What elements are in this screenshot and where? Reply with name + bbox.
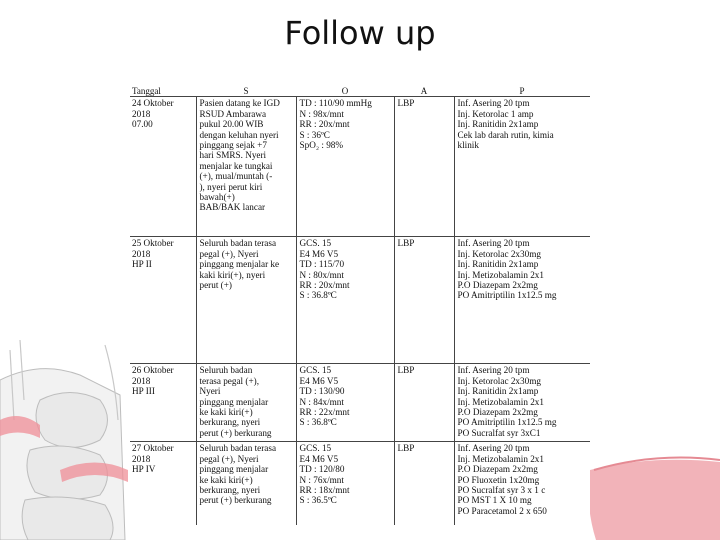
plan-line: Inf. Asering 20 tpm [457, 98, 530, 109]
subjective-line: menjalar ke tungkai [199, 160, 273, 171]
subjective-line: pukul 20.00 WIB [199, 119, 264, 130]
cell-assessment [394, 237, 454, 364]
objective-line: TD : 130/90 [299, 386, 345, 397]
table-row [130, 364, 590, 442]
plan-line: PO Amitriptilin 1x12.5 mg [457, 290, 557, 301]
cell-date [130, 237, 196, 364]
subjective-line: pinggang sejak +7 [199, 140, 267, 151]
subjective-line: Pasien datang ke IGD [199, 98, 280, 109]
date-text: HP II [132, 259, 152, 270]
table-header-row [130, 86, 590, 97]
subjective-line: pegal (+), Nyeri [199, 453, 259, 464]
table-row [130, 442, 590, 526]
cell-subjective [196, 97, 296, 237]
objective-line: GCS. 15 [299, 443, 332, 454]
cell-plan [454, 97, 590, 237]
subjective-line: ke kaki kiri(+) [199, 474, 253, 485]
date-text: 07.00 [132, 119, 153, 130]
cell-objective [296, 237, 394, 364]
assessment-text: LBP [397, 238, 415, 249]
cell-subjective [196, 364, 296, 442]
subjective-line: Nyeri [199, 386, 221, 397]
plan-line: Inf. Asering 20 tpm [457, 443, 530, 454]
plan-line: PO Sucralfat syr 3 x 1 c [457, 485, 546, 496]
assessment-text: LBP [397, 443, 415, 454]
subjective-line: hari SMRS. Nyeri [199, 150, 267, 161]
subjective-line: pinggang menjalar [199, 396, 269, 407]
subjective-line: Seluruh badan terasa [199, 238, 277, 249]
plan-line: klinik [457, 140, 479, 151]
plan-line: Inj. Metizobalamin 2x1 [457, 453, 544, 464]
plan-line: PO Amitriptilin 1x12.5 mg [457, 417, 557, 428]
objective-line: RR : 22x/mnt [299, 407, 350, 418]
date-text: 24 Oktober [132, 98, 174, 109]
subjective-line: pinggang menjalar [199, 464, 269, 475]
objective-line: S : 36.8ºC [299, 290, 337, 301]
objective-line: N : 84x/mnt [299, 396, 344, 407]
header-o: O [296, 86, 394, 97]
slide-title: Follow up [284, 14, 436, 52]
plan-line: Inj. Ranitidin 2x1amp [457, 386, 539, 397]
cell-assessment [394, 364, 454, 442]
objective-line: S : 36ºC [299, 129, 330, 140]
objective-line: E4 M6 V5 [299, 375, 339, 386]
cell-subjective [196, 237, 296, 364]
objective-line: GCS. 15 [299, 365, 332, 376]
objective-line: S : 36.5ºC [299, 495, 337, 506]
objective-line: N : 76x/mnt [299, 474, 344, 485]
objective-line: N : 80x/mnt [299, 269, 344, 280]
cell-subjective [196, 442, 296, 526]
objective-line: TD : 115/70 [299, 259, 345, 270]
subjective-line: pegal (+), Nyeri [199, 248, 259, 259]
date-text: HP III [132, 386, 155, 397]
cell-plan [454, 364, 590, 442]
objective-line: S : 36.8ºC [299, 417, 337, 428]
subjective-line: berkurang, nyeri [199, 417, 261, 428]
cell-objective [296, 364, 394, 442]
objective-line: RR : 20x/mnt [299, 280, 350, 291]
subjective-line: pinggang menjalar ke [199, 259, 280, 270]
table-row [130, 237, 590, 364]
plan-line: PO Fluoxetin 1x20mg [457, 474, 540, 485]
objective-line: TD : 120/80 [299, 464, 345, 475]
plan-line: PO Paracetamol 2 x 650 [457, 505, 547, 516]
objective-line: E4 M6 V5 [299, 248, 339, 259]
assessment-text: LBP [397, 98, 415, 109]
objective-line: SpO₂ : 98% [299, 140, 344, 151]
assessment-text: LBP [397, 365, 415, 376]
date-text: 2018 [132, 375, 151, 386]
date-text: 2018 [132, 108, 151, 119]
subjective-line: berkurang, nyeri [199, 485, 261, 496]
plan-line: Inf. Asering 20 tpm [457, 365, 530, 376]
plan-line: PO MST 1 X 10 mg [457, 495, 532, 506]
subjective-line: BAB/BAK lancar [199, 202, 266, 213]
plan-line: Inj. Ketorolac 2x30mg [457, 248, 541, 259]
plan-line: P.O Diazepam 2x2mg [457, 407, 538, 418]
plan-line: Cek lab darah rutin, kimia [457, 129, 554, 140]
objective-line: N : 98x/mnt [299, 108, 344, 119]
subjective-line: RSUD Ambarawa [199, 108, 267, 119]
header-p: P [454, 86, 590, 97]
plan-line: Inj. Ketorolac 2x30mg [457, 375, 541, 386]
plan-line: P.O Diazepam 2x2mg [457, 280, 538, 291]
subjective-line: ), nyeri perut kiri [199, 181, 263, 192]
date-text: 26 Oktober [132, 365, 174, 376]
cell-assessment [394, 97, 454, 237]
cell-date [130, 364, 196, 442]
objective-line: TD : 110/90 mmHg [299, 98, 372, 109]
subjective-line: (+), mual/muntah (- [199, 171, 273, 182]
cell-date [130, 97, 196, 237]
plan-line: P.O Diazepam 2x2mg [457, 464, 538, 475]
subjective-line: perut (+) [199, 280, 232, 291]
subjective-line: terasa pegal (+), [199, 375, 260, 386]
subjective-line: perut (+) berkurang [199, 427, 272, 438]
table-row [130, 97, 590, 237]
cell-date [130, 442, 196, 526]
date-text: 25 Oktober [132, 238, 174, 249]
plan-line: Inj. Ranitidin 2x1amp [457, 259, 539, 270]
subjective-line: Seluruh badan terasa [199, 443, 277, 454]
objective-line: RR : 20x/mnt [299, 119, 350, 130]
objective-line: GCS. 15 [299, 238, 332, 249]
date-text: 2018 [132, 248, 151, 259]
date-text: 27 Oktober [132, 443, 174, 454]
cell-plan [454, 442, 590, 526]
subjective-line: Seluruh badan [199, 365, 253, 376]
objective-line: E4 M6 V5 [299, 453, 339, 464]
follow-up-table [130, 86, 590, 536]
subjective-line: bawah(+) [199, 192, 235, 203]
plan-line: Inj. Ketorolac 1 amp [457, 108, 534, 119]
plan-line: Inj. Metizobalamin 2x1 [457, 396, 544, 407]
header-tanggal: Tanggal [130, 86, 196, 97]
header-s: S [196, 86, 296, 97]
plan-line: Inj. Ranitidin 2x1amp [457, 119, 539, 130]
subjective-line: kaki kiri(+), nyeri [199, 269, 266, 280]
date-text: 2018 [132, 453, 151, 464]
cell-plan [454, 237, 590, 364]
cell-objective [296, 442, 394, 526]
date-text: HP IV [132, 464, 156, 475]
subjective-line: dengan keluhan nyeri [199, 129, 279, 140]
plan-line: Inf. Asering 20 tpm [457, 238, 530, 249]
objective-line: RR : 18x/mnt [299, 485, 350, 496]
cell-objective [296, 97, 394, 237]
header-a: A [394, 86, 454, 97]
plan-line: PO Sucralfat syr 3xC1 [457, 427, 541, 438]
plan-line: Inj. Metizobalamin 2x1 [457, 269, 544, 280]
subjective-line: ke kaki kiri(+) [199, 407, 253, 418]
cell-assessment [394, 442, 454, 526]
subjective-line: perut (+) berkurang [199, 495, 272, 506]
